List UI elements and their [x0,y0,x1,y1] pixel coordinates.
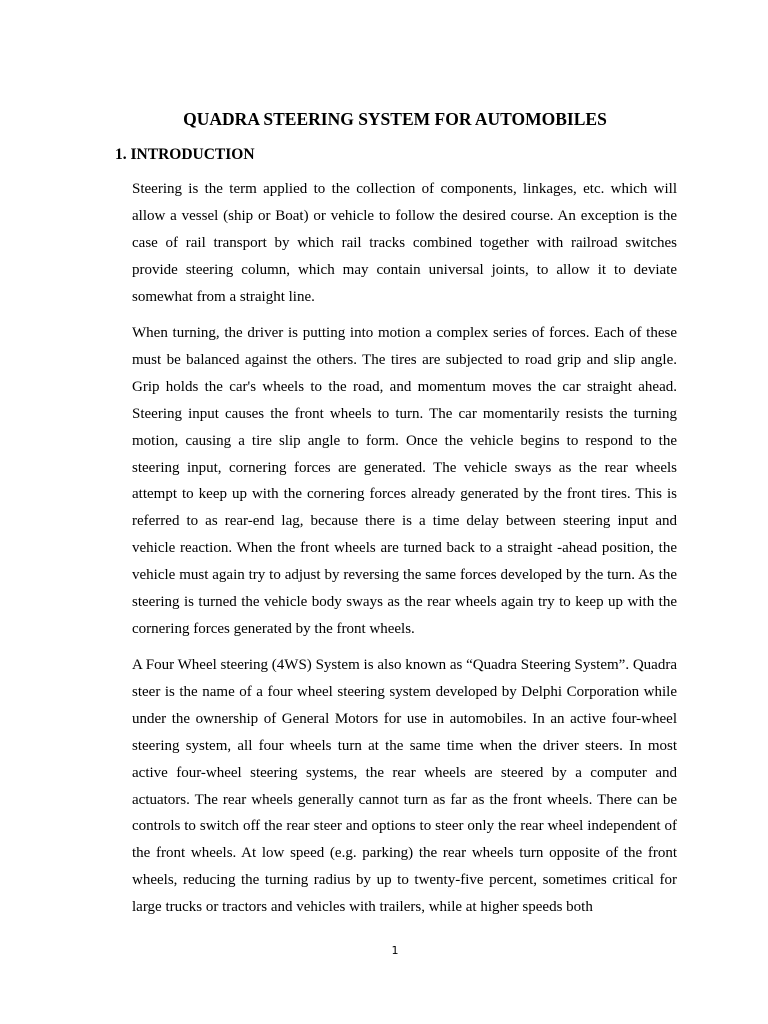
paragraph-four-wheel-steering: A Four Wheel steering (4WS) System is also known as “Quadra Steering System”. Quadra steer is the name of a four wheel steering system developed by Delphi Corporation while under the ownership of General Motors for use in automobiles. In an active four-wheel steering system, all four wheels turn at the same time when the driver steers. In most active four-wheel steering systems, the rear wheels are steered by a computer and actuators. The rear wheels generally cannot turn as far as the front wheels. There can be controls to switch off the rear steer and options to steer only the rear wheel independent of the front wheels. At low speed (e.g. parking) the rear wheels turn opposite of the front wheels, reducing the turning radius by up to twenty-five percent, sometimes critical for large trucks or tractors and vehicles with trailers, while at higher speeds both [132,657,677,916]
document-title: QUADRA STEERING SYSTEM FOR AUTOMOBILES [183,109,607,129]
section-heading-introduction: 1. INTRODUCTION [115,146,255,163]
paragraph-turning-forces: When turning, the driver is putting into motion a complex series of forces. Each of these must be balanced against the others. The tires are subjected to road grip and slip angle. Grip holds the car's wheels to the road, and momentum moves the car straight ahead. Steering input causes the front wheels to turn. The car momentarily resists the turning motion, causing a tire slip angle to form. Once the vehicle begins to respond to the steering input, cornering forces are generated. The vehicle sways as the rear wheels attempt to keep up with the cornering forces already generated by the front tires. This is referred to as rear-end lag, because there is a time delay between steering input and vehicle reaction. When the front wheels are turned back to a straight -ahead position, the vehicle must again try to adjust by reversing the same forces developed by the turn. As the steering is turned the vehicle body sways as the rear wheels again try to keep up with the cornering forces generated by the front wheels. [132,325,677,637]
paragraph-steering-definition: Steering is the term applied to the collection of components, linkages, etc. which will allow a vessel (ship or Boat) or vehicle to follow the desired course. An exception is the case of rail transport by which rail tracks combined together with railroad switches provide steering column, which may contain universal joints, to allow it to deviate somewhat from a straight line. [132,181,677,305]
page-number: 1 [391,944,399,957]
